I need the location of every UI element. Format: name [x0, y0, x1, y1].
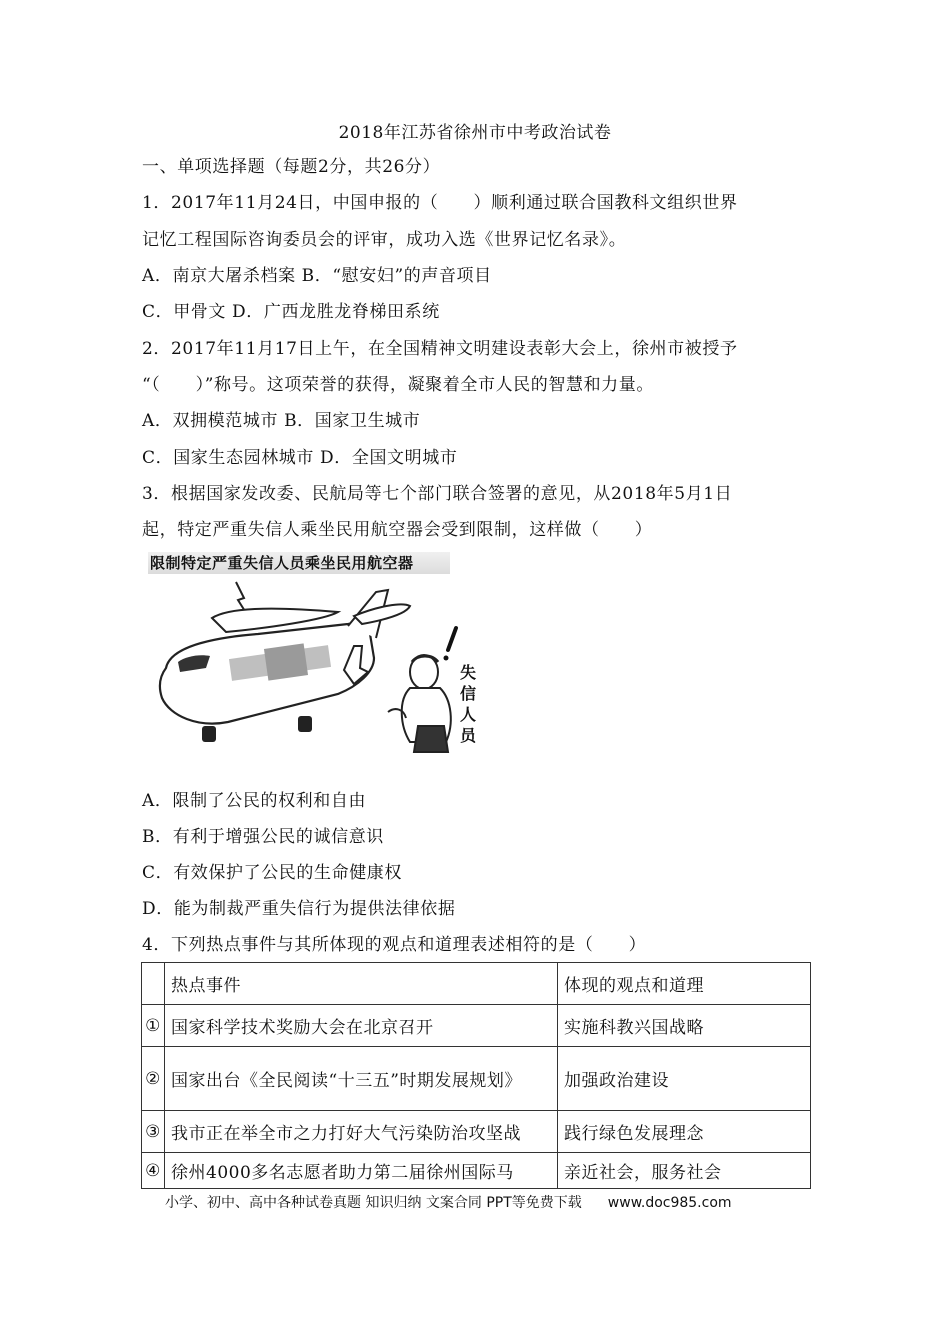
cartoon-side-label [458, 662, 478, 746]
section-heading: 一、单项选择题（每题2分，共26分） [142, 157, 441, 177]
table-header-cell [142, 963, 165, 1005]
question-3-line-1: 3．根据国家发改委、民航局等七个部门联合签署的意见，从2018年5月1日 [142, 484, 733, 504]
table-cell-viewpoint: 加强政治建设 [558, 1047, 811, 1111]
table-cell-viewpoint: 亲近社会，服务社会 [558, 1153, 811, 1189]
table-header-row [142, 963, 811, 1005]
table-cell-number: ② [142, 1047, 165, 1111]
side-label-char: 信 [459, 684, 476, 703]
side-label-char: 员 [459, 726, 476, 745]
footer-url[interactable]: www.doc985.com [607, 1195, 732, 1211]
question-2-line-2: “（ ）”称号。这项荣誉的获得，凝聚着全市人民的智慧和力量。 [142, 375, 654, 395]
question-3-option-a: A．限制了公民的权利和自由 [142, 791, 367, 811]
document-title: 2018年江苏省徐州市中考政治试卷 [338, 123, 612, 143]
table-cell-event: 我市正在举全市之力打好大气污染防治攻坚战 [165, 1111, 558, 1153]
question-1-line-1: 1．2017年11月24日，中国申报的（ ）顺利通过联合国教科文组织世界 [142, 193, 738, 213]
question-4-stem: 4．下列热点事件与其所体现的观点和道理表述相符的是（ ） [142, 935, 647, 955]
table-row [142, 1111, 811, 1153]
table-row [142, 1005, 811, 1047]
events-table [141, 962, 811, 1189]
table-row [142, 1153, 811, 1189]
question-1-line-2: 记忆工程国际咨询委员会的评审，成功入选《世界记忆名录》。 [142, 230, 627, 250]
side-label-char: 失 [459, 663, 476, 682]
table-cell-number: ④ [142, 1153, 165, 1189]
table-cell-viewpoint: 践行绿色发展理念 [558, 1111, 811, 1153]
question-3-option-b: B．有利于增强公民的诚信意识 [142, 827, 384, 847]
table-cell-event: 国家科学技术奖励大会在北京召开 [165, 1005, 558, 1047]
table-cell-event: 徐州4000多名志愿者助力第二届徐州国际马 [165, 1153, 558, 1189]
table-cell-number: ① [142, 1005, 165, 1047]
question-1-options-cd: C．甲骨文 D．广西龙胜龙脊梯田系统 [142, 302, 440, 322]
question-3-line-2: 起，特定严重失信人乘坐民用航空器会受到限制，这样做（ ） [142, 520, 653, 540]
table-header-cell: 体现的观点和道理 [558, 963, 811, 1005]
question-3-option-d: D．能为制裁严重失信行为提供法律依据 [142, 899, 456, 919]
question-2-options-cd: C．国家生态园林城市 D．全国文明城市 [142, 448, 458, 468]
question-1-options-ab: A．南京大屠杀档案 B．“慰安妇”的声音项目 [142, 266, 492, 286]
footer-text: 小学、初中、高中各种试卷真题 知识归纳 文案合同 PPT等免费下载 [165, 1195, 582, 1211]
table-row [142, 1047, 811, 1111]
table-cell-number: ③ [142, 1111, 165, 1153]
side-label-char: 人 [459, 705, 476, 724]
table-cell-viewpoint: 实施科教兴国战略 [558, 1005, 811, 1047]
page-footer [165, 1192, 732, 1212]
cartoon-caption: 限制特定严重失信人员乘坐民用航空器 [148, 552, 450, 574]
table-cell-event: 国家出台《全民阅读“十三五”时期发展规划》 [165, 1047, 558, 1111]
question-2-options-ab: A．双拥模范城市 B．国家卫生城市 [142, 411, 421, 431]
question-3-option-c: C．有效保护了公民的生命健康权 [142, 863, 403, 883]
table-header-cell: 热点事件 [165, 963, 558, 1005]
question-2-line-1: 2．2017年11月17日上午，在全国精神文明建设表彰大会上，徐州市被授予 [142, 339, 738, 359]
airplane-cartoon-illustration [148, 576, 488, 772]
